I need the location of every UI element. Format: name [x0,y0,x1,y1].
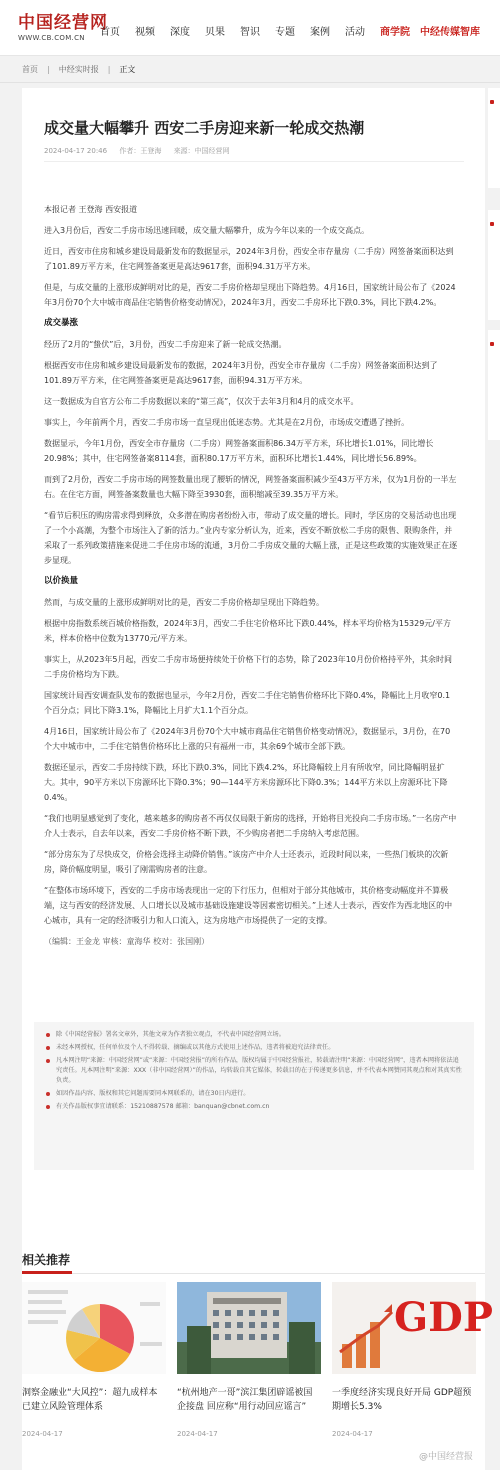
article-paragraph: 事实上，从2023年5月起，西安二手房市场便持续处于价格下行的态势，除了2023年10月份价格持平外，其余时间二手房价格均为下跌。 [44,655,452,679]
section-heading: 成交暴涨 [44,318,79,328]
article-paragraph: 数据显示，今年1月份，西安全市存量房（二手房）网签备案面积86.34万平方米，环比增长1.01%，同比增长20.98%；其中，住宅网签备案8114套，面积80.17万平方米，面积环比增长1.44%，同比增长56.89%。 [44,439,434,463]
breadcrumb-current: 正文 [119,65,136,74]
editor-credits: （编辑：王金龙 审核：童海华 校对：张国刚） [44,937,210,946]
nav-item[interactable]: 中经传媒智库 [420,27,480,38]
related-title: 相关推荐 [22,1253,71,1267]
disclaimer-item: 除《中国经营报》署名文章外，其他文章为作者独立观点，不代表中国经营网立场。 [46,1030,462,1040]
related-section [22,1218,493,1470]
article-body [44,202,458,955]
article-paragraph: 数据还显示，西安二手房持续下跌，环比下跌0.3%，同比下跌4.2%，环比降幅较上月有所收窄，同比降幅明显扩大。其中，90平方米以下房源环比下降0.3%；90—144平方米房源环比下降0.3%；144平方米以上房源环比下降0.4%。 [44,763,448,802]
nav-item[interactable]: 首页 [100,27,120,38]
related-card-date: 2024-04-17 [332,1430,373,1438]
article-paragraph: “我们也明显感觉到了变化，越来越多的购房者不再仅仅局限于新房的选择，开始将目光投向二手房市场。”一名房产中介人士表示，自去年以来，西安二手房价格不断下跌，不少购房者把二手房纳入考虑范围。 [44,814,457,838]
nav-item[interactable]: 商学院 [380,27,410,38]
disclaimer-item: 未经本网授权，任何单位及个人不得转载、摘编或以其他方式使用上述作品，违者将被追究法律责任。 [46,1043,462,1053]
nav-item[interactable]: 活动 [345,27,365,38]
side-panel [488,330,500,440]
side-panel-marker [490,222,494,226]
weibo-watermark: @中国经营报 [418,1452,473,1462]
nav-item[interactable]: 智识 [240,27,260,38]
article-meta [44,146,240,156]
nav-item[interactable]: 深度 [170,27,190,38]
nav-item[interactable]: 视频 [135,27,155,38]
thumbnail-gdp-text: GDP [394,1294,493,1341]
side-panel [488,210,500,320]
related-title-underline [22,1271,72,1274]
article-paragraph: 这一数据成为自官方公布二手房数据以来的“第三高”，仅次于去年3月和4月的成交水平。 [44,397,359,406]
article-paragraph: 经历了2月的“蛰伏”后，3月份，西安二手房迎来了新一轮成交热潮。 [44,340,287,349]
article-paragraph: 然而，与成交量的上涨形成鲜明对比的是，西安二手房价格却呈现出下降趋势。 [44,598,324,607]
related-card-date: 2024-04-17 [177,1430,218,1438]
related-card-date: 2024-04-17 [22,1430,63,1438]
site-header [0,0,500,56]
logo-chinese-name: 中国经营网 [18,13,108,33]
related-thumbnail-gdp-graphic[interactable] [332,1282,493,1374]
article-paragraph: 近日，西安市住房和城乡建设局最新发布的数据显示，2024年3月份，西安全市存量房（二手房）网签备案面积达到了101.89万平方米，住宅网签备案更是高达9617套，面积94.31万平方米。 [44,247,454,271]
related-card[interactable] [177,1282,321,1470]
article-paragraph: “在整体市场环境下，西安的二手房市场表现出一定的下行压力，但相对于部分其他城市，其价格变动幅度并不算极端，这与西安的经济发展、人口增长以及城市基础设施建设等因素密切相关。”上述人士表示，西安作为西北地区的中心城市，具有一定的经济吸引力和人口流入，这为房地产市场提供了一定的支撑。 [44,886,453,925]
breadcrumb-channel[interactable]: 中经实时报 [58,65,99,74]
article-paragraph: “部分房东为了尽快成交，价格会选择主动降价销售。”该房产中介人士还表示，近段时间以来，一些热门板块的次新房，降价幅度明显，吸引了刚需购房者的注意。 [44,850,449,874]
breadcrumb-home[interactable]: 首页 [22,65,38,74]
copyright-disclaimer [34,1022,474,1170]
related-card-title[interactable]: “杭州地产一哥”滨江集团辟谣被国企接盘 回应称“用行动回应谣言” [177,1388,313,1412]
side-panel [488,88,500,188]
breadcrumb-divider [0,82,500,83]
site-logo[interactable] [18,14,108,42]
article-paragraph: “看节后积压的购房需求得到释放，众多潜在购房者纷纷入市，带动了成交量的增长。同时，学区房的交易活动也出现了一个小高潮，为整个市场注入了新的活力。”业内专家分析认为，近来，西安不断放松二手房的限售、限购条件，并采取了一系列政策措施来促进二手住房市场的流通，3月份二手房成交量的大幅上涨，正是这些政策的实施效果正在逐步显现。 [44,511,458,565]
article-date: 2024-04-17 20:46 [44,147,108,155]
side-panel-marker [490,100,494,104]
article-title: 成交量大幅攀升 西安二手房迎来新一轮成交热潮 [44,119,365,137]
disclaimer-item: 凡本网注明“来源：中国经营网”或“来源：中国经营报”的所有作品，版权均属于中国经营报社，转载请注明“来源：中国经营网”，违者本网将依法追究责任。凡本网注明“来源：XXX（非中国经营网）”的作品，均转载自其它媒体，转载目的在于传递更多信息，并不代表本网赞同其观点和对其真实性负责。 [46,1056,462,1086]
article-paragraph: 进入3月份后，西安二手房市场迅速回暖，成交量大幅攀升，成为今年以来的一个成交高点。 [44,226,370,235]
article-paragraph: 根据中房指数系统百城价格指数，2024年3月，西安二手住宅价格环比下跌0.44%，样本平均价格为15329元/平方米，样本价格中位数为13770元/平方米。 [44,619,452,643]
nav-item[interactable]: 贝果 [205,27,225,38]
article-paragraph: 4月16日，国家统计局公布了《2024年3月份70个大中城市商品住宅销售价格变动情况》，数据显示，3月份，在70个大中城市中，二手住宅销售价格环比上涨的只有福州一市，其余69个城市全部下跌。 [44,727,451,751]
disclaimer-item: 如因作品内容、版权和其它问题需要同本网联系的，请在30日内进行。 [46,1089,462,1099]
related-card[interactable] [22,1282,166,1470]
article-paragraph: 国家统计局西安调查队发布的数据也显示，今年2月份，西安二手住宅销售价格环比下降0.4%，降幅比上月收窄0.1个百分点；同比下降3.1%，降幅比上月扩大1.1个百分点。 [44,691,451,715]
logo-url: WWW.CB.COM.CN [18,34,85,42]
meta-divider [44,161,464,162]
article-paragraph: 但是，与成交量的上涨形成鲜明对比的是，西安二手房价格却呈现出下降趋势。4月16日，国家统计局公布了《2024年3月份70个大中城市商品住宅销售价格变动情况》，2024年3月，西安二手房环比下跌0.3%，同比下跌4.2%。 [44,283,456,307]
related-card[interactable] [332,1282,493,1470]
related-thumbnail-pie-chart[interactable] [22,1282,166,1374]
related-card-title[interactable]: 一季度经济实现良好开局 GDP超预期增长5.3% [332,1388,472,1412]
nav-item[interactable]: 案例 [310,27,330,38]
side-panel-marker [490,342,494,346]
disclaimer-item: 有关作品版权事宜请联系：15210887578 邮箱：banquan@cbnet.com.cn [46,1102,462,1112]
article-paragraph: 根据西安市住房和城乡建设局最新发布的数据，2024年3月份，西安全市存量房（二手房）网签备案面积达到了101.89万平方米，住宅网签备案更是高达9617套，面积94.31万平方米。 [44,361,438,385]
article-author: 作者：王登海 [119,147,162,155]
article-source: 来源：中国经营网 [173,147,230,155]
article-card [22,88,485,1218]
related-divider [22,1273,485,1274]
related-card-title[interactable]: 洞察金融业“大风控”：超九成样本已建立风险管理体系 [22,1388,158,1412]
article-paragraph: 本报记者 王登海 西安报道 [44,205,138,214]
main-nav [100,26,490,40]
article-paragraph: 而到了2月份，西安二手房市场的网签数量出现了腰斩的情况，网签备案面积减少至43万平方米，仅为1月份的一半左右。在住宅方面，网签备案数量也大幅下降至3930套，面积缩减至39.35万平方米。 [44,475,457,499]
article-paragraph: 事实上，今年前两个月，西安二手房市场一直呈现出低迷态势。尤其是在2月份，市场成交遭遇了挫折。 [44,418,410,427]
section-heading: 以价换量 [44,576,79,586]
breadcrumb [22,63,135,77]
nav-item[interactable]: 专题 [275,27,295,38]
related-thumbnail-building-photo[interactable] [177,1282,321,1374]
breadcrumb-separator: | [107,65,111,74]
breadcrumb-separator: | [47,65,50,74]
